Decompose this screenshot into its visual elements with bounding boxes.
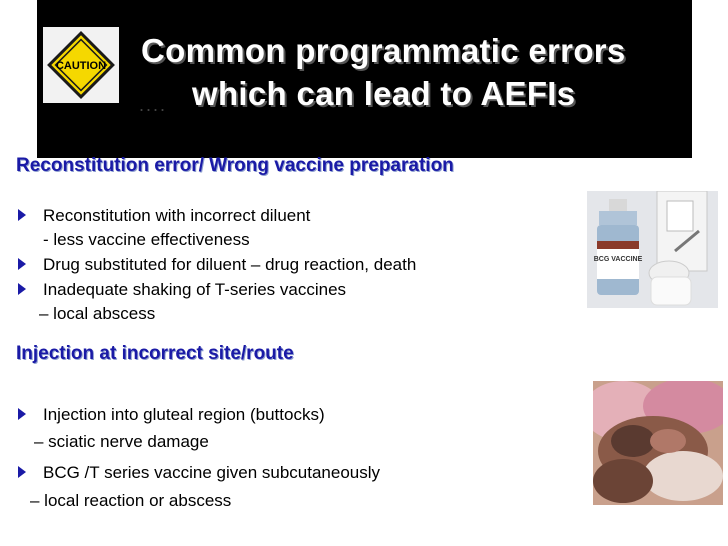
title-dots: ....: [139, 95, 168, 115]
bullet-icon: [18, 283, 26, 295]
list-item: Inadequate shaking of T-series vaccines: [43, 280, 347, 299]
list-item-sub: – local reaction or abscess: [30, 491, 232, 510]
svg-text:CAUTION: CAUTION: [55, 60, 107, 72]
bullet-icon: [18, 209, 26, 221]
bullet-icon: [18, 466, 26, 478]
list-item: Injection into gluteal region (buttocks): [43, 405, 325, 424]
list-item-sub: – sciatic nerve damage: [34, 432, 209, 451]
list-item-sub: – local abscess: [39, 304, 156, 323]
section-heading-injection: Injection at incorrect site/route: [16, 343, 294, 364]
list-item: BCG /T series vaccine given subcutaneously: [43, 463, 381, 482]
list-item: Reconstitution with incorrect diluent: [43, 206, 311, 225]
caution-sign-icon: [43, 27, 119, 103]
vial-label: BCG VACCINE: [593, 256, 643, 263]
title-line-1: Common programmatic errors: [141, 32, 626, 69]
bullet-icon: [18, 408, 26, 420]
list-item: Drug substituted for diluent – drug reaction, death: [43, 255, 417, 274]
section-heading-reconstitution: Reconstitution error/ Wrong vaccine preparation: [16, 155, 454, 176]
list-item-sub: - less vaccine effectiveness: [43, 230, 250, 249]
infant-injection-photo: [593, 381, 723, 505]
vaccine-vial-photo: [587, 191, 718, 308]
title-line-2: which can lead to AEFIs: [192, 75, 576, 112]
bullet-icon: [18, 258, 26, 270]
